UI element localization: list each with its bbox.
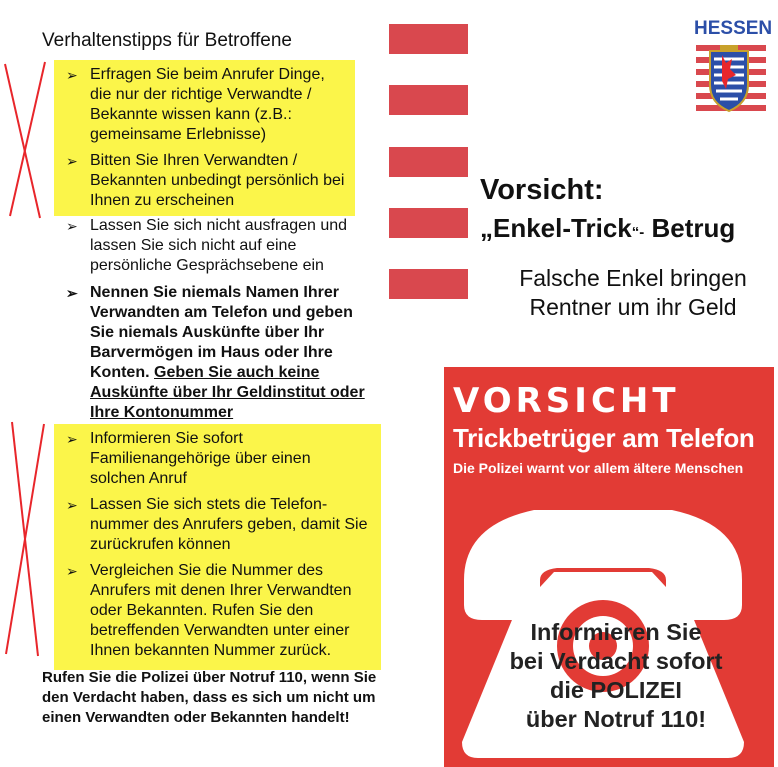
- arrow-bullet-icon: ➢: [66, 431, 78, 447]
- arrow-bullet-icon: ➢: [66, 153, 78, 169]
- arrow-bullet-icon: ➢: [66, 563, 78, 579]
- hessen-logo-text: HESSEN: [694, 18, 773, 39]
- subtitle: Falsche Enkel bringen Rentner um ihr Geld: [519, 265, 747, 320]
- tip-item: ➢ Informieren Sie sofort Familienangehörige über einen solchen Anruf: [66, 430, 311, 487]
- scam-title: „Enkel-Trick“- Betrug: [480, 213, 736, 243]
- decor-stripe: [389, 269, 468, 299]
- hessen-coat-of-arms-icon: [696, 45, 766, 115]
- decor-stripe: [389, 208, 468, 238]
- cross-mark-top: [0, 60, 60, 220]
- tip-item: ➢ Lassen Sie sich nicht ausfragen und lassen Sie sich nicht auf eine persönliche Gesprächsebene ein: [66, 217, 348, 274]
- poster-caption: Die Polizei warnt vor allem ältere Menschen: [453, 460, 744, 476]
- decor-stripe: [389, 147, 468, 177]
- page-heading: Verhaltenstipps für Betroffene: [42, 30, 292, 51]
- tip-item: ➢ Bitten Sie Ihren Verwandten / Bekannten unbedingt persönlich bei Ihnen zu erscheinen: [66, 152, 345, 209]
- decor-stripe: [389, 24, 468, 54]
- decor-stripe: [389, 85, 468, 115]
- tip-item-bold: ➢ Nennen Sie niemals Namen Ihrer Verwandten am Telefon und geben Sie niemals Auskünfte über Ihr Barvermögen im Haus oder Ihre Konten. Geben Sie auch keine Auskünfte über Ihr Geldinstitut oder Ihre Kontonummer: [66, 284, 365, 421]
- tip-item: ➢ Vergleichen Sie die Nummer des Anrufers mit denen Ihrer Verwandten oder Bekannten. Rufen Sie den betreffenden Verwandten unter einer Ihnen bekannten Nummer zurück.: [66, 562, 352, 659]
- arrow-bullet-icon: ➢: [66, 285, 78, 301]
- arrow-bullet-icon: ➢: [66, 218, 78, 234]
- tip-item: ➢ Erfragen Sie beim Anrufer Dinge, die nur der richtige Verwandte / Bekannte wissen kann (z.B.: gemeinsame Erlebnisse): [66, 66, 325, 143]
- footer-note: Rufen Sie die Polizei über Notruf 110, wenn Sie den Verdacht haben, dass es sich um nicht um einen Verwandten oder Bekannten handelt!: [42, 669, 377, 726]
- poster-subheadline: Trickbetrüger am Telefon: [453, 423, 755, 453]
- tip-item: ➢ Lassen Sie sich stets die Telefon-nummer des Anrufers geben, damit Sie zurückrufen können: [66, 496, 368, 553]
- warning-title: Vorsicht:: [480, 174, 604, 206]
- poster-call-to-action: Informieren Sie bei Verdacht sofort die POLIZEI über Notruf 110!: [509, 619, 723, 732]
- arrow-bullet-icon: ➢: [66, 497, 78, 513]
- arrow-bullet-icon: ➢: [66, 67, 78, 83]
- cross-mark-bottom: [0, 420, 60, 660]
- poster-headline: VORSICHT: [453, 381, 680, 421]
